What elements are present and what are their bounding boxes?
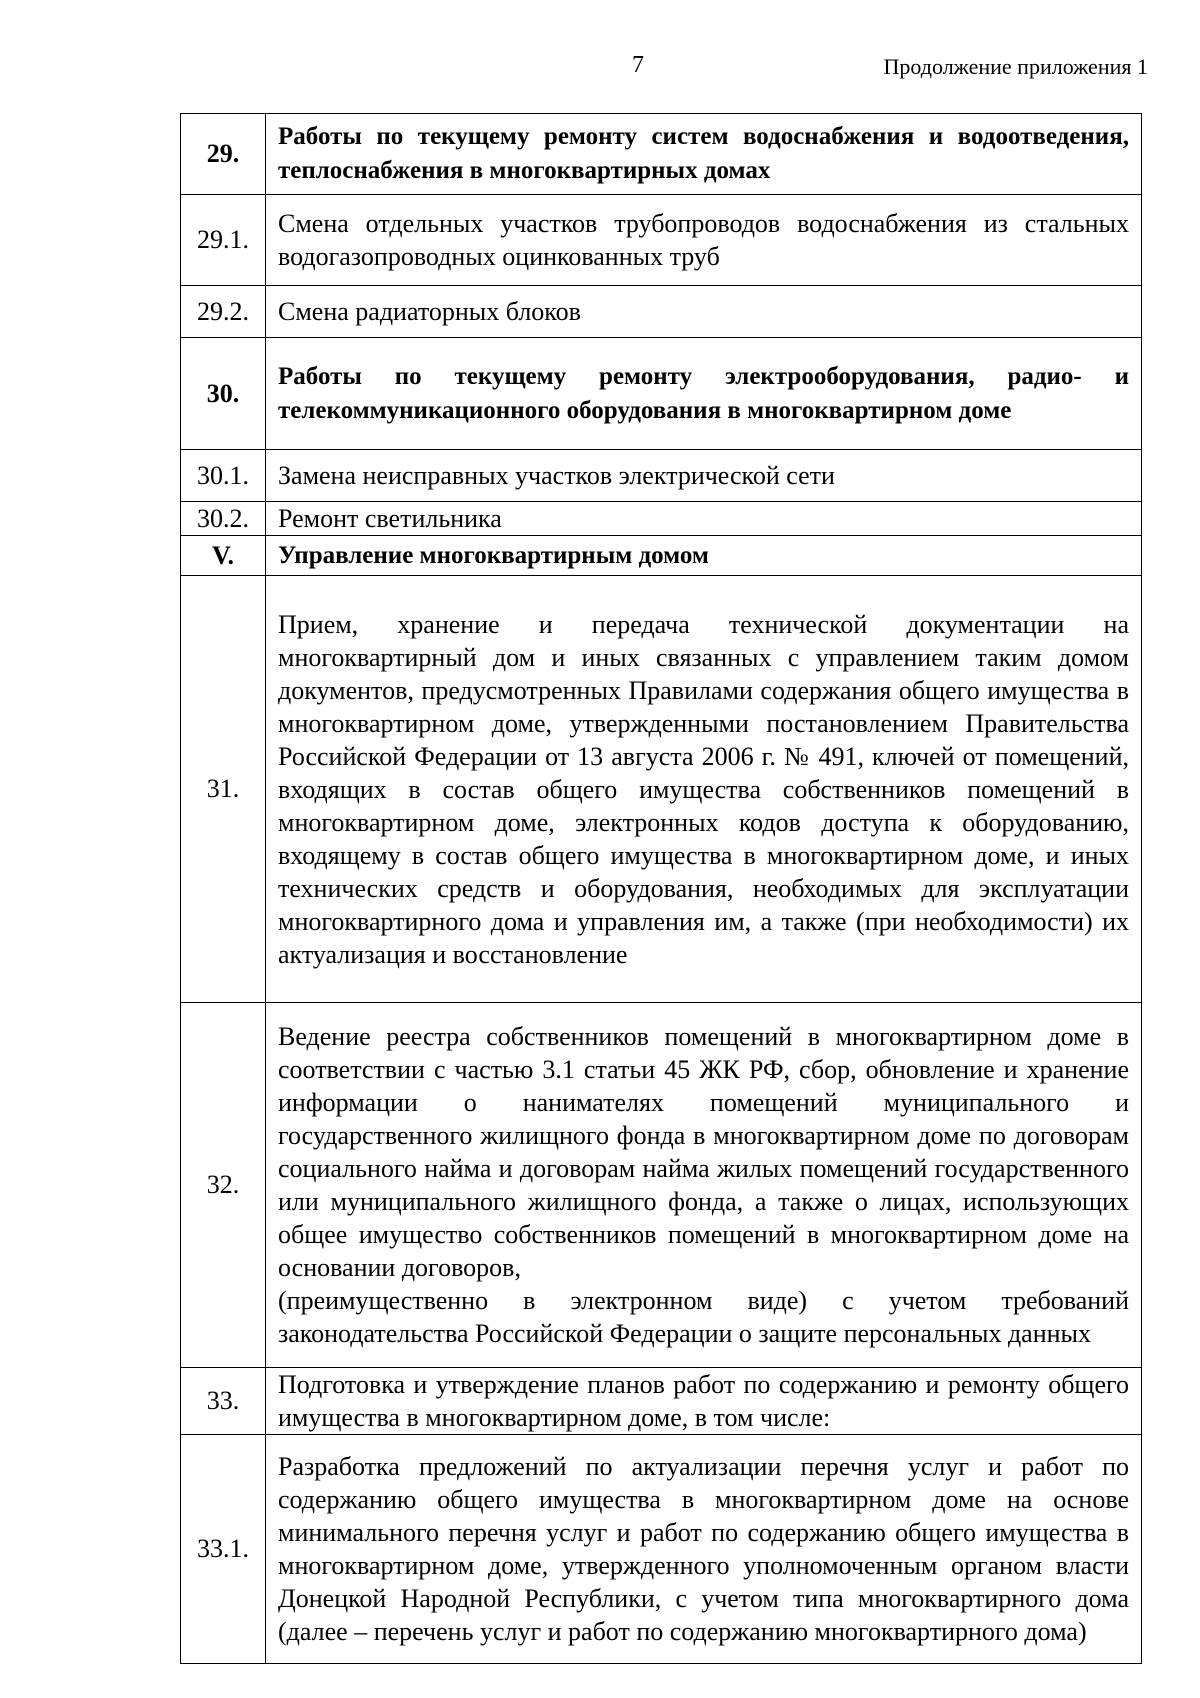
row-number: 29.1. xyxy=(181,195,266,286)
table-row xyxy=(181,1368,1142,1435)
row-number: 32. xyxy=(181,1003,266,1368)
row-description: Смена радиаторных блоков xyxy=(266,286,1142,338)
row-description: Работы по текущему ремонту систем водоснабжения и водоотведения, теплоснабжения в многоквартирных домах xyxy=(266,114,1142,195)
section-title: Управление многоквартирным домом xyxy=(266,536,1142,576)
row-description: Смена отдельных участков трубопроводов водоснабжения из стальных водогазопроводных оцинкованных труб xyxy=(266,195,1142,286)
row-number: 30. xyxy=(181,338,266,450)
row-description: Замена неисправных участков электрической сети xyxy=(266,450,1142,502)
table-row xyxy=(181,1435,1142,1664)
row-description xyxy=(266,1003,1142,1368)
page-header xyxy=(0,52,1200,88)
row-description: Ремонт светильника xyxy=(266,502,1142,536)
appendix-continuation-note: Продолжение приложения 1 xyxy=(883,54,1148,79)
row-description-part-2: (преимущественно в электронном виде) с учетом требований законодательства Российской Федерации о защите персональных данных xyxy=(278,1286,1129,1348)
section-number: V. xyxy=(181,536,266,576)
row-number: 31. xyxy=(181,576,266,1003)
row-description: Прием, хранение и передача технической документации на многоквартирный дом и иных связанных с управлением таким домом документов, предусмотренных Правилами содержания общего имущества в многоквартирном доме, утвержденными постановлением Правительства Российской Федерации от 13 августа 2006 г. № 491, ключей от помещений, входящих в состав общего имущества собственников помещений в многоквартирном доме, электронных кодов доступа к оборудованию, входящему в состав общего имущества в многоквартирном доме, и иных технических средств и оборудования, необходимых для эксплуатации многоквартирного дома и управления им, а также (при необходимости) их актуализация и восстановление xyxy=(266,576,1142,1003)
table-row xyxy=(181,576,1142,1003)
row-number: 33.1. xyxy=(181,1435,266,1664)
row-number: 29. xyxy=(181,114,266,195)
table-row xyxy=(181,450,1142,502)
row-description: Работы по текущему ремонту электрооборудования, радио- и телекоммуникационного оборудования в многоквартирном доме xyxy=(266,338,1142,450)
row-description-part-1: Ведение реестра собственников помещений в многоквартирном доме в соответствии с частью 3.1 статьи 45 ЖК РФ, сбор, обновление и хранение информации о нанимателях помещений муниципального и государственного жилищного фонда в многоквартирном доме по договорам социального найма и договорам найма жилых помещений государственного или муниципального жилищного фонда, а также о лицах, использующих общее имущество собственников помещений в многоквартирном доме на основании договоров, xyxy=(278,1022,1129,1282)
row-number: 29.2. xyxy=(181,286,266,338)
row-description: Подготовка и утверждение планов работ по содержанию и ремонту общего имущества в многоквартирном доме, в том числе: xyxy=(266,1368,1142,1435)
table-row xyxy=(181,114,1142,195)
row-description: Разработка предложений по актуализации перечня услуг и работ по содержанию общего имущества в многоквартирном доме на основе минимального перечня услуг и работ по содержанию общего имущества в многоквартирном доме, утвержденного уполномоченным органом власти Донецкой Народной Республики, с учетом типа многоквартирного дома (далее – перечень услуг и работ по содержанию многоквартирного дома) xyxy=(266,1435,1142,1664)
row-number: 30.1. xyxy=(181,450,266,502)
table-row xyxy=(181,338,1142,450)
page-number: 7 xyxy=(632,52,644,78)
row-number: 30.2. xyxy=(181,502,266,536)
table-row xyxy=(181,195,1142,286)
section-header-row xyxy=(181,536,1142,576)
table-row xyxy=(181,1003,1142,1368)
works-table xyxy=(180,113,1142,1664)
table-row xyxy=(181,286,1142,338)
row-number: 33. xyxy=(181,1368,266,1435)
table-row xyxy=(181,502,1142,536)
